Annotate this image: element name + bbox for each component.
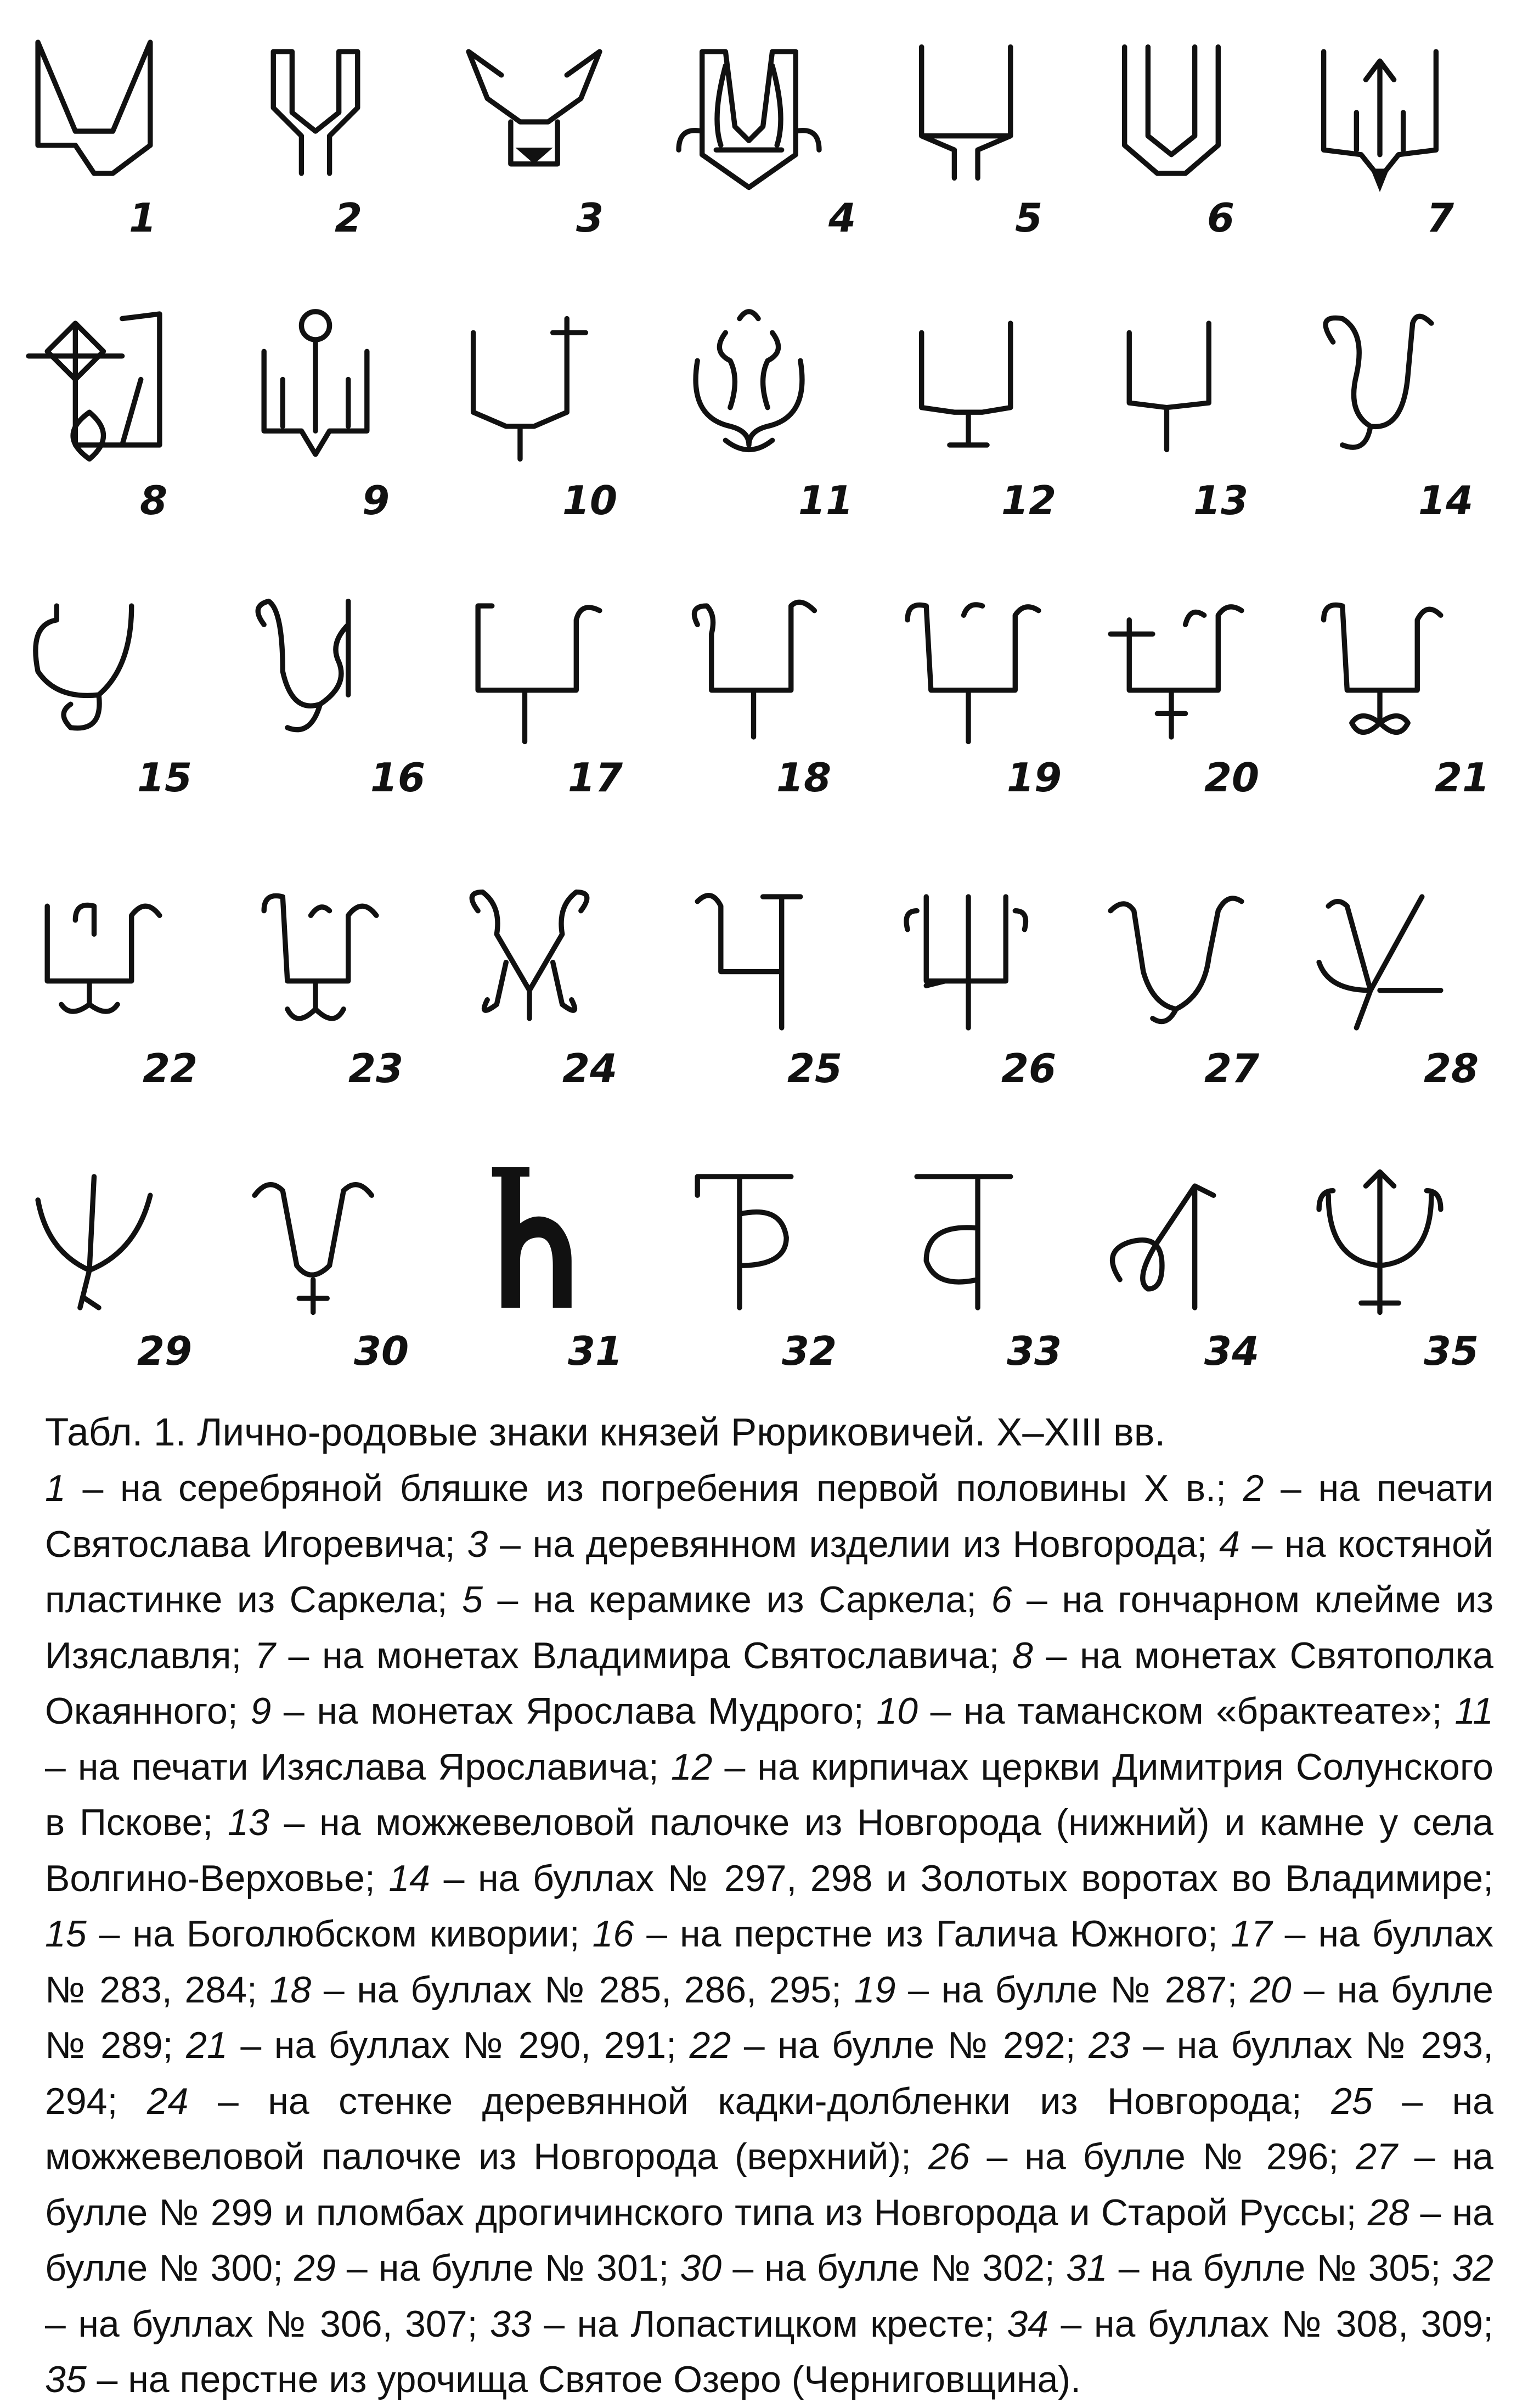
caption-entry-number: 25 (1331, 2080, 1373, 2122)
caption-entry-text: – на Боголюбском кивории; (86, 1913, 580, 1955)
sign-18-glyph (669, 587, 828, 746)
sign-22-number: 22 (142, 1045, 198, 1092)
caption-entry-number: 18 (269, 1968, 312, 2011)
sign-29-glyph (19, 1158, 178, 1317)
sign-30-number: 30 (353, 1328, 409, 1374)
sign-22-glyph (19, 878, 178, 1037)
caption-entry-number: 12 (670, 1746, 713, 1788)
caption-entry-text: – на буллах № 285, 286, 295; (311, 1968, 842, 2011)
caption-entry-number: 33 (490, 2303, 532, 2345)
caption-entry-text: – на монетах Ярослава Мудрого; (271, 1690, 864, 1732)
sign-25-number: 25 (787, 1045, 843, 1092)
sign-28-glyph (1300, 878, 1459, 1037)
caption-entry-number: 29 (294, 2247, 336, 2289)
sign-13-glyph (1092, 305, 1251, 464)
caption-entry-number: 15 (45, 1913, 87, 1955)
sign-13-number: 13 (1193, 477, 1249, 524)
sign-26-number: 26 (1001, 1045, 1057, 1092)
caption-entry-number: 19 (854, 1968, 896, 2011)
sign-32-number: 32 (781, 1328, 837, 1374)
caption-entry-number: 14 (388, 1857, 430, 1899)
sign-16-glyph (236, 587, 395, 746)
caption-entry-text: – на буллах № 290, 291; (227, 2024, 676, 2066)
sign-30-glyph (236, 1158, 395, 1317)
sign-19-number: 19 (1006, 755, 1062, 801)
caption-entry-text: – на гончарном клейме из Изяславля; (45, 1579, 1493, 1676)
caption-entry-text: – на булле № 305; (1107, 2247, 1441, 2289)
caption-entry-text: – на перстне из урочища Святое Озеро (Черниговщина). (86, 2359, 1081, 2400)
caption-entry-text: – на монетах Владимира Святославича; (275, 1634, 1000, 1676)
caption-entry-text: – на костяной пластинке из Саркела; (45, 1523, 1493, 1621)
sign-5-number: 5 (1014, 195, 1043, 241)
sign-32-glyph (669, 1158, 828, 1317)
sign-33-number: 33 (1006, 1328, 1062, 1374)
caption-entry-number: 21 (186, 2024, 228, 2066)
sign-35-number: 35 (1423, 1328, 1479, 1374)
caption-entry-number: 9 (250, 1690, 272, 1732)
caption-entry-number: 26 (928, 2136, 970, 2178)
caption-entry-text: – на кирпичах церкви Димитрия Солунского в Пскове; (45, 1746, 1493, 1843)
sign-1-glyph (19, 33, 178, 192)
sign-10-number: 10 (562, 477, 618, 524)
caption-title: Табл. 1. Лично-родовые знаки князей Рюриковичей. X–XIII вв. (45, 1411, 1166, 1454)
caption-entry-number: 32 (1452, 2247, 1493, 2289)
caption-entry-text: – на печати Изяслава Ярославича; (45, 1746, 659, 1788)
sign-18-number: 18 (776, 755, 832, 801)
sign-34-number: 34 (1204, 1328, 1260, 1374)
sign-20-number: 20 (1204, 755, 1260, 801)
sign-31-glyph (450, 1158, 609, 1317)
sign-24-number: 24 (562, 1045, 618, 1092)
sign-17-number: 17 (567, 755, 623, 801)
caption-entry-text: – на керамике из Саркела; (482, 1579, 977, 1621)
sign-9-glyph (236, 305, 395, 464)
sign-20-glyph (1092, 587, 1251, 746)
caption-entry-text: – на печати Святослава Игоревича; (45, 1467, 1494, 1565)
caption (45, 1405, 1493, 2408)
sign-7-glyph (1300, 33, 1459, 192)
caption-entry-number: 8 (1012, 1634, 1033, 1676)
caption-entry-text: – на буллах № 283, 284; (45, 1913, 1494, 2011)
sign-28-number: 28 (1423, 1045, 1479, 1092)
sign-19-glyph (889, 587, 1048, 746)
sign-27-glyph (1092, 878, 1251, 1037)
caption-entry-number: 17 (1230, 1913, 1272, 1955)
sign-14-number: 14 (1418, 477, 1474, 524)
sign-4-number: 4 (828, 195, 856, 241)
caption-entry-text: – на булле № 287; (895, 1968, 1238, 2011)
caption-entry-text: – на булле № 301; (335, 2247, 669, 2289)
sign-11-glyph (669, 305, 828, 464)
caption-entry-number: 24 (146, 2080, 189, 2122)
caption-entry-number: 1 (45, 1467, 66, 1509)
sign-12-glyph (889, 305, 1048, 464)
caption-entry-number: 23 (1089, 2024, 1130, 2066)
caption-entry-text: – на стенке деревянной кадки-долбленки из Новгорода; (188, 2080, 1302, 2122)
sign-33-glyph (889, 1158, 1048, 1317)
caption-entry-number: 30 (680, 2247, 722, 2289)
caption-entry-text: – на булле № 292; (731, 2024, 1076, 2066)
sign-14-glyph (1300, 305, 1459, 464)
sign-23-glyph (236, 878, 395, 1037)
sign-6-glyph (1092, 33, 1251, 192)
caption-entry-number: 16 (592, 1913, 634, 1955)
sign-31-number: 31 (567, 1328, 623, 1374)
sign-21-glyph (1300, 587, 1459, 746)
caption-entry-text: – на буллах № 308, 309; (1048, 2303, 1493, 2345)
caption-entry-number: 6 (991, 1579, 1012, 1621)
sign-2-number: 2 (334, 195, 363, 241)
caption-body (45, 1461, 1493, 2408)
caption-entry-text: – на буллах № 293, 294; (45, 2024, 1493, 2122)
sign-6-number: 6 (1206, 195, 1235, 241)
sign-15-glyph (19, 587, 178, 746)
sign-15-number: 15 (137, 755, 193, 801)
sign-21-number: 21 (1434, 755, 1490, 801)
caption-entry-number: 11 (1454, 1690, 1493, 1732)
caption-entry-number: 13 (228, 1802, 269, 1843)
sign-27-number: 27 (1204, 1045, 1260, 1092)
sign-1-number: 1 (128, 195, 157, 241)
caption-entry-text: – на буллах № 297, 298 и Золотых воротах во Владимире; (430, 1857, 1493, 1899)
caption-entry-number: 3 (467, 1523, 488, 1565)
sign-3-glyph (450, 33, 609, 192)
sign-23-number: 23 (348, 1045, 404, 1092)
sign-12-number: 12 (1001, 477, 1057, 524)
caption-entry-number: 27 (1356, 2136, 1397, 2178)
caption-entry-text: – на Лопастицком кресте; (531, 2303, 995, 2345)
caption-entry-text: – на таманском «брактеате»; (918, 1690, 1442, 1732)
caption-entry-text: – на серебряной бляшке из погребения первой половины X в.; (65, 1467, 1226, 1509)
caption-entry-text: – на булле № 299 и пломбах дрогичинского типа из Новгорода и Старой Руссы; (45, 2136, 1493, 2233)
sign-24-glyph (450, 878, 609, 1037)
sign-8-glyph (19, 305, 178, 464)
caption-entry-number: 7 (255, 1634, 275, 1676)
caption-entry-number: 4 (1219, 1523, 1240, 1565)
caption-entry-number: 35 (45, 2359, 87, 2400)
sign-11-number: 11 (798, 477, 854, 524)
caption-entry-text: – на булле № 302; (721, 2247, 1055, 2289)
caption-entry-number: 2 (1243, 1467, 1264, 1509)
sign-29-number: 29 (137, 1328, 193, 1374)
caption-entry-number: 31 (1065, 2247, 1108, 2289)
caption-entry-text: – на перстне из Галича Южного; (634, 1913, 1218, 1955)
caption-entry-text: – на монетах Святополка Окаянного; (45, 1634, 1493, 1732)
caption-entry-text: – на буллах № 306, 307; (45, 2303, 478, 2345)
caption-entry-text: – на булле № 289; (45, 1968, 1493, 2066)
sign-8-number: 8 (139, 477, 168, 524)
sign-2-glyph (236, 33, 395, 192)
sign-3-number: 3 (576, 195, 604, 241)
sign-5-glyph (889, 33, 1048, 192)
sign-34-glyph (1092, 1158, 1251, 1317)
sign-35-glyph (1300, 1158, 1459, 1317)
caption-entry-number: 20 (1249, 1968, 1292, 2011)
caption-entry-text: – на булле № 300; (45, 2191, 1493, 2289)
sign-10-glyph (450, 305, 609, 464)
caption-entry-text: – на булле № 296; (969, 2136, 1339, 2178)
caption-entry-number: 5 (462, 1579, 483, 1621)
sign-25-glyph (669, 878, 828, 1037)
caption-entry-number: 28 (1367, 2191, 1409, 2233)
caption-entry-text: – на можжевеловой палочке из Новгорода (нижний) и камне у села Волгино-Верховье; (45, 1802, 1493, 1899)
sign-7-number: 7 (1426, 195, 1454, 241)
sign-16-number: 16 (370, 755, 426, 801)
sign-26-glyph (889, 878, 1048, 1037)
caption-entry-number: 34 (1007, 2303, 1048, 2345)
caption-entry-number: 22 (689, 2024, 731, 2066)
caption-entry-text: – на можжевеловой палочке из Новгорода (верхний); (45, 2080, 1493, 2178)
sign-17-glyph (450, 587, 609, 746)
sign-4-glyph (669, 33, 828, 192)
caption-entry-number: 10 (876, 1690, 918, 1732)
caption-entry-text: – на деревянном изделии из Новгорода; (488, 1523, 1208, 1565)
sign-9-number: 9 (362, 477, 390, 524)
